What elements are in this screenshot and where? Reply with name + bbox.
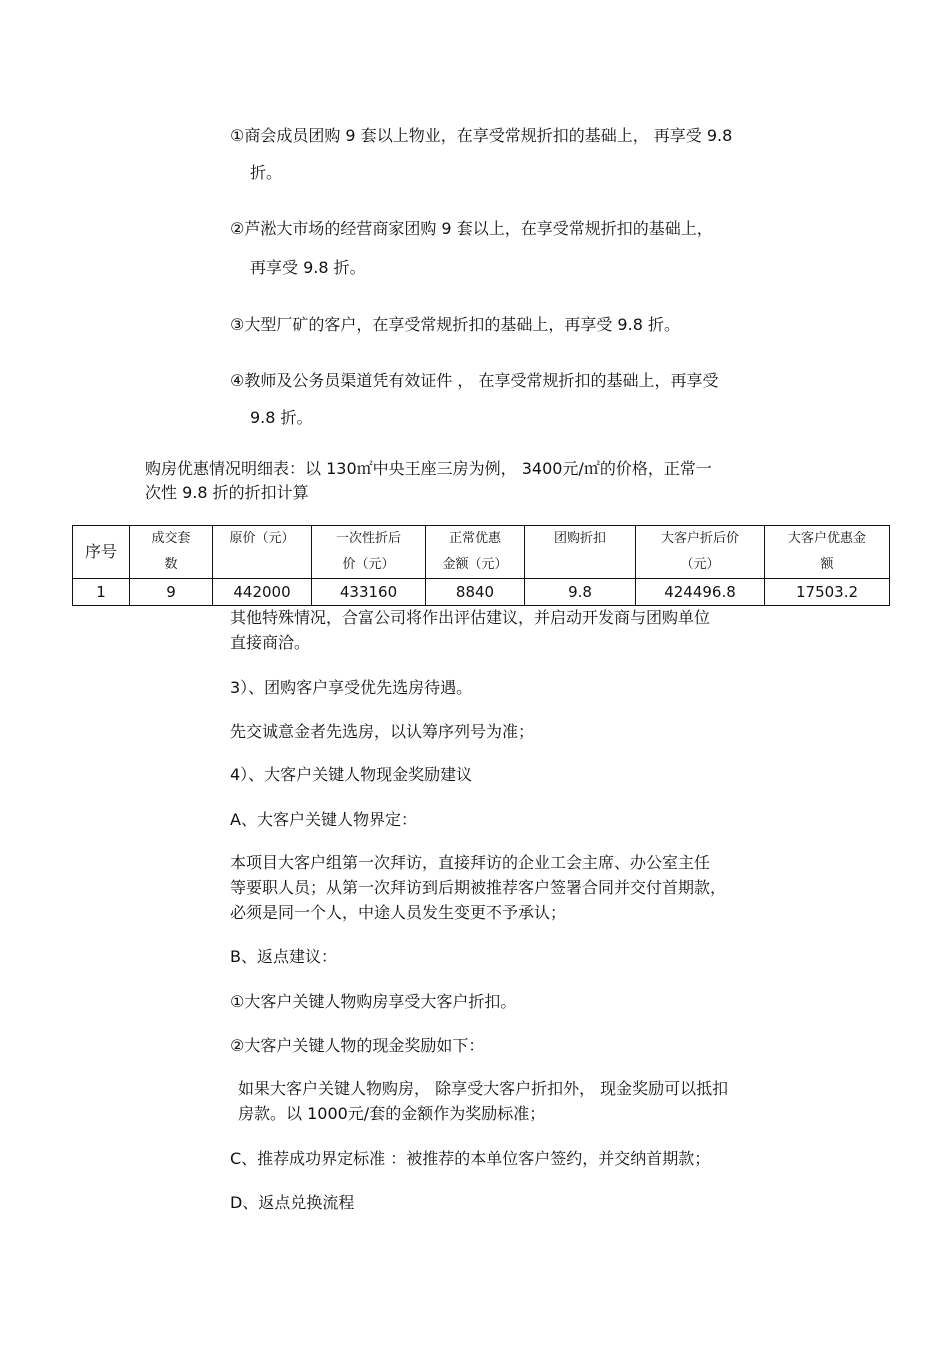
header-cell-vip-price: 大客户折后价 （元）: [636, 526, 765, 579]
header-cell-one-time-price: 一次性折后 价（元）: [312, 526, 426, 579]
intro-item-3-line-1: ③大型厂矿的客户，在享受常规折扣的基础上，再享受 9.8 折。: [230, 315, 680, 334]
recommendation-success-criteria: C、推荐成功界定标准 ：被推荐的本单位客户签约，并交纳首期款；: [230, 1149, 711, 1168]
table-cell-normal-discount: 8840: [426, 579, 525, 606]
table-cell-vip-discount: 17503.2: [765, 579, 890, 606]
table-intro-line-1: 购房优惠情况明细表：以 130㎡中央王座三房为例， 3400元/㎡的价格，正常一: [145, 459, 712, 478]
rebate-item-2: ②大客户关键人物的现金奖励如下：: [230, 1036, 485, 1055]
table-cell-one-time-price: 433160: [312, 579, 426, 606]
rebate-item-1: ①大客户关键人物购房享受大客户折扣。: [230, 992, 517, 1011]
table-header-row: [73, 526, 890, 579]
header-cell-original-price: 原价（元）: [213, 526, 312, 579]
cash-reward-detail-line-2: 房款。以 1000元/套的金额作为奖励标准；: [238, 1104, 546, 1123]
table-intro-line-2: 次性 9.8 折的折扣计算: [145, 483, 309, 502]
header-cell-index: 序号: [73, 526, 130, 579]
key-person-definition-line-1: 本项目大客户组第一次拜访，直接拜访的企业工会主席、办公室主任: [230, 853, 711, 872]
cash-reward-heading: 4）、大客户关键人物现金奖励建议: [230, 765, 473, 784]
table-cell-units: 9: [130, 579, 213, 606]
table-cell-original-price: 442000: [213, 579, 312, 606]
header-cell-normal-discount: 正常优惠 金额（元）: [426, 526, 525, 579]
rebate-exchange-process-heading: D、返点兑换流程: [230, 1193, 355, 1212]
intro-item-4-line-1: ④教师及公务员渠道凭有效证件 ， 在享受常规折扣的基础上，再享受: [230, 371, 719, 390]
key-person-definition-line-2: 等要职人员；从第一次拜访到后期被推荐客户签署合同并交付首期款，: [230, 878, 727, 897]
priority-selection-heading: 3）、团购客户享受优先选房待遇。: [230, 678, 473, 697]
special-case-line-1: 其他特殊情况，合富公司将作出评估建议，并启动开发商与团购单位: [230, 608, 711, 627]
special-case-line-2: 直接商洽。: [230, 633, 311, 652]
intro-item-1-line-1: ①商会成员团购 9 套以上物业，在享受常规折扣的基础上， 再享受 9.8: [230, 126, 733, 145]
table-cell-index: 1: [73, 579, 130, 606]
header-cell-group-discount: 团购折扣: [525, 526, 636, 579]
intro-item-4-line-2: 9.8 折。: [250, 408, 313, 427]
key-person-definition-heading: A、大客户关键人物界定：: [230, 810, 417, 829]
cash-reward-detail-line-1: 如果大客户关键人物购房， 除享受大客户折扣外， 现金奖励可以抵扣: [238, 1079, 729, 1098]
priority-selection-text: 先交诚意金者先选房，以认筹序列号为准；: [230, 722, 535, 741]
table-cell-vip-price: 424496.8: [636, 579, 765, 606]
rebate-suggestion-heading: B、返点建议：: [230, 947, 337, 966]
table-cell-group-discount: 9.8: [525, 579, 636, 606]
key-person-definition-line-3: 必须是同一个人，中途人员发生变更不予承认；: [230, 903, 567, 922]
discount-detail-table: [72, 525, 890, 606]
intro-item-2-line-2: 再享受 9.8 折。: [250, 258, 366, 277]
intro-item-2-line-1: ②芦淞大市场的经营商家团购 9 套以上，在享受常规折扣的基础上，: [230, 219, 713, 238]
intro-item-1-line-2: 折。: [250, 163, 283, 182]
table-row: [73, 579, 890, 606]
header-cell-units: 成交套 数: [130, 526, 213, 579]
header-cell-vip-discount: 大客户优惠金 额: [765, 526, 890, 579]
